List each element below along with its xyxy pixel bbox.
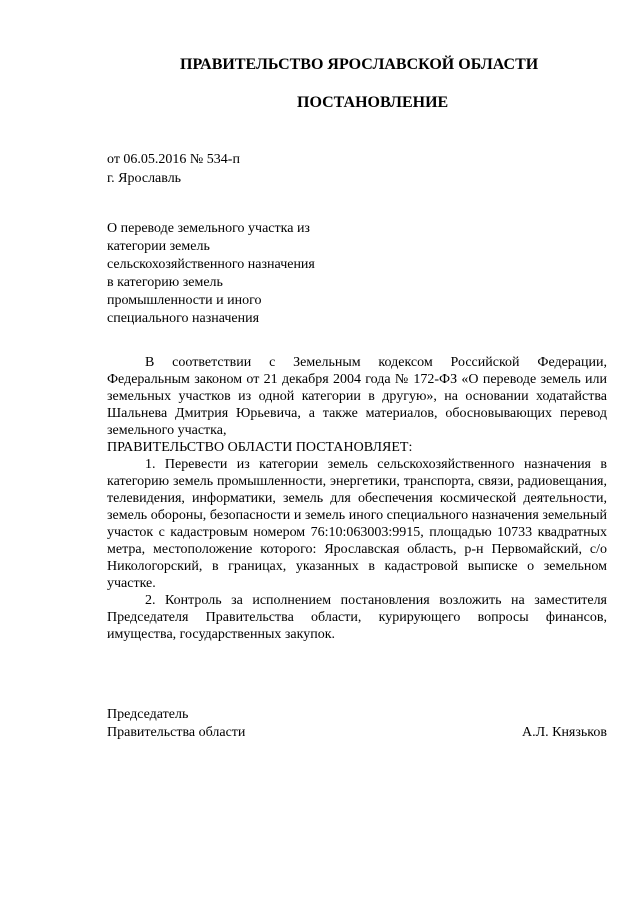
date-number: от 06.05.2016 № 534-п [107,152,240,167]
signature-block [107,706,607,742]
subject-line: категории земель [107,239,210,254]
signer-position: Председатель [107,707,189,722]
item-1-paragraph: 1. Перевести из категории земель сельскохозяйственного назначения в категорию земель промышленности, энергетики, транспорта, связи, радиовещания, телевидения, информатики, земель для обеспечения космической деятельности, земель обороны, безопасности и земель иного специального назначения земельный участок с кадастровым номером 76:10:063003:9915, площадью 10733 квадратных метра, местоположение которого: Ярославская область, р-н Первомайский, с/о Никологорский, в границах, указанных в кадастровой выписке о земельном участке. [107,457,607,591]
document-subject [107,220,315,328]
subject-line: в категорию земель [107,275,223,290]
document-meta [107,150,240,188]
subject-line: сельскохозяйственного назначения [107,257,315,272]
subject-line: О переводе земельного участка из [107,221,310,236]
subject-line: специального назначения [107,311,260,326]
government-title: ПРАВИТЕЛЬСТВО ЯРОСЛАВСКОЙ ОБЛАСТИ [180,56,539,73]
item-2-paragraph: 2. Контроль за исполнением постановления возложить на заместителя Председателя Правительства области, курирующего вопросы финансов, имущества, государственных закупок. [107,593,607,642]
document-body [107,354,607,643]
document-type: ПОСТАНОВЛЕНИЕ [297,94,449,111]
signer-position-org: Правительства области [107,725,246,740]
preamble-paragraph: В соответствии с Земельным кодексом Российской Федерации, Федеральным законом от 21 декабря 2004 года № 172-ФЗ «О переводе земель или земельных участков из одной категории в другую», на основании ходатайства Шальнева Дмитрия Юрьевича, а также материалов, обосновывающих перевод земельного участка, [107,355,607,438]
resolves-line: ПРАВИТЕЛЬСТВО ОБЛАСТИ ПОСТАНОВЛЯЕТ: [107,440,413,455]
signer-name: А.Л. Князьков [522,725,607,740]
subject-line: промышленности и иного [107,293,262,308]
city: г. Ярославль [107,171,182,186]
